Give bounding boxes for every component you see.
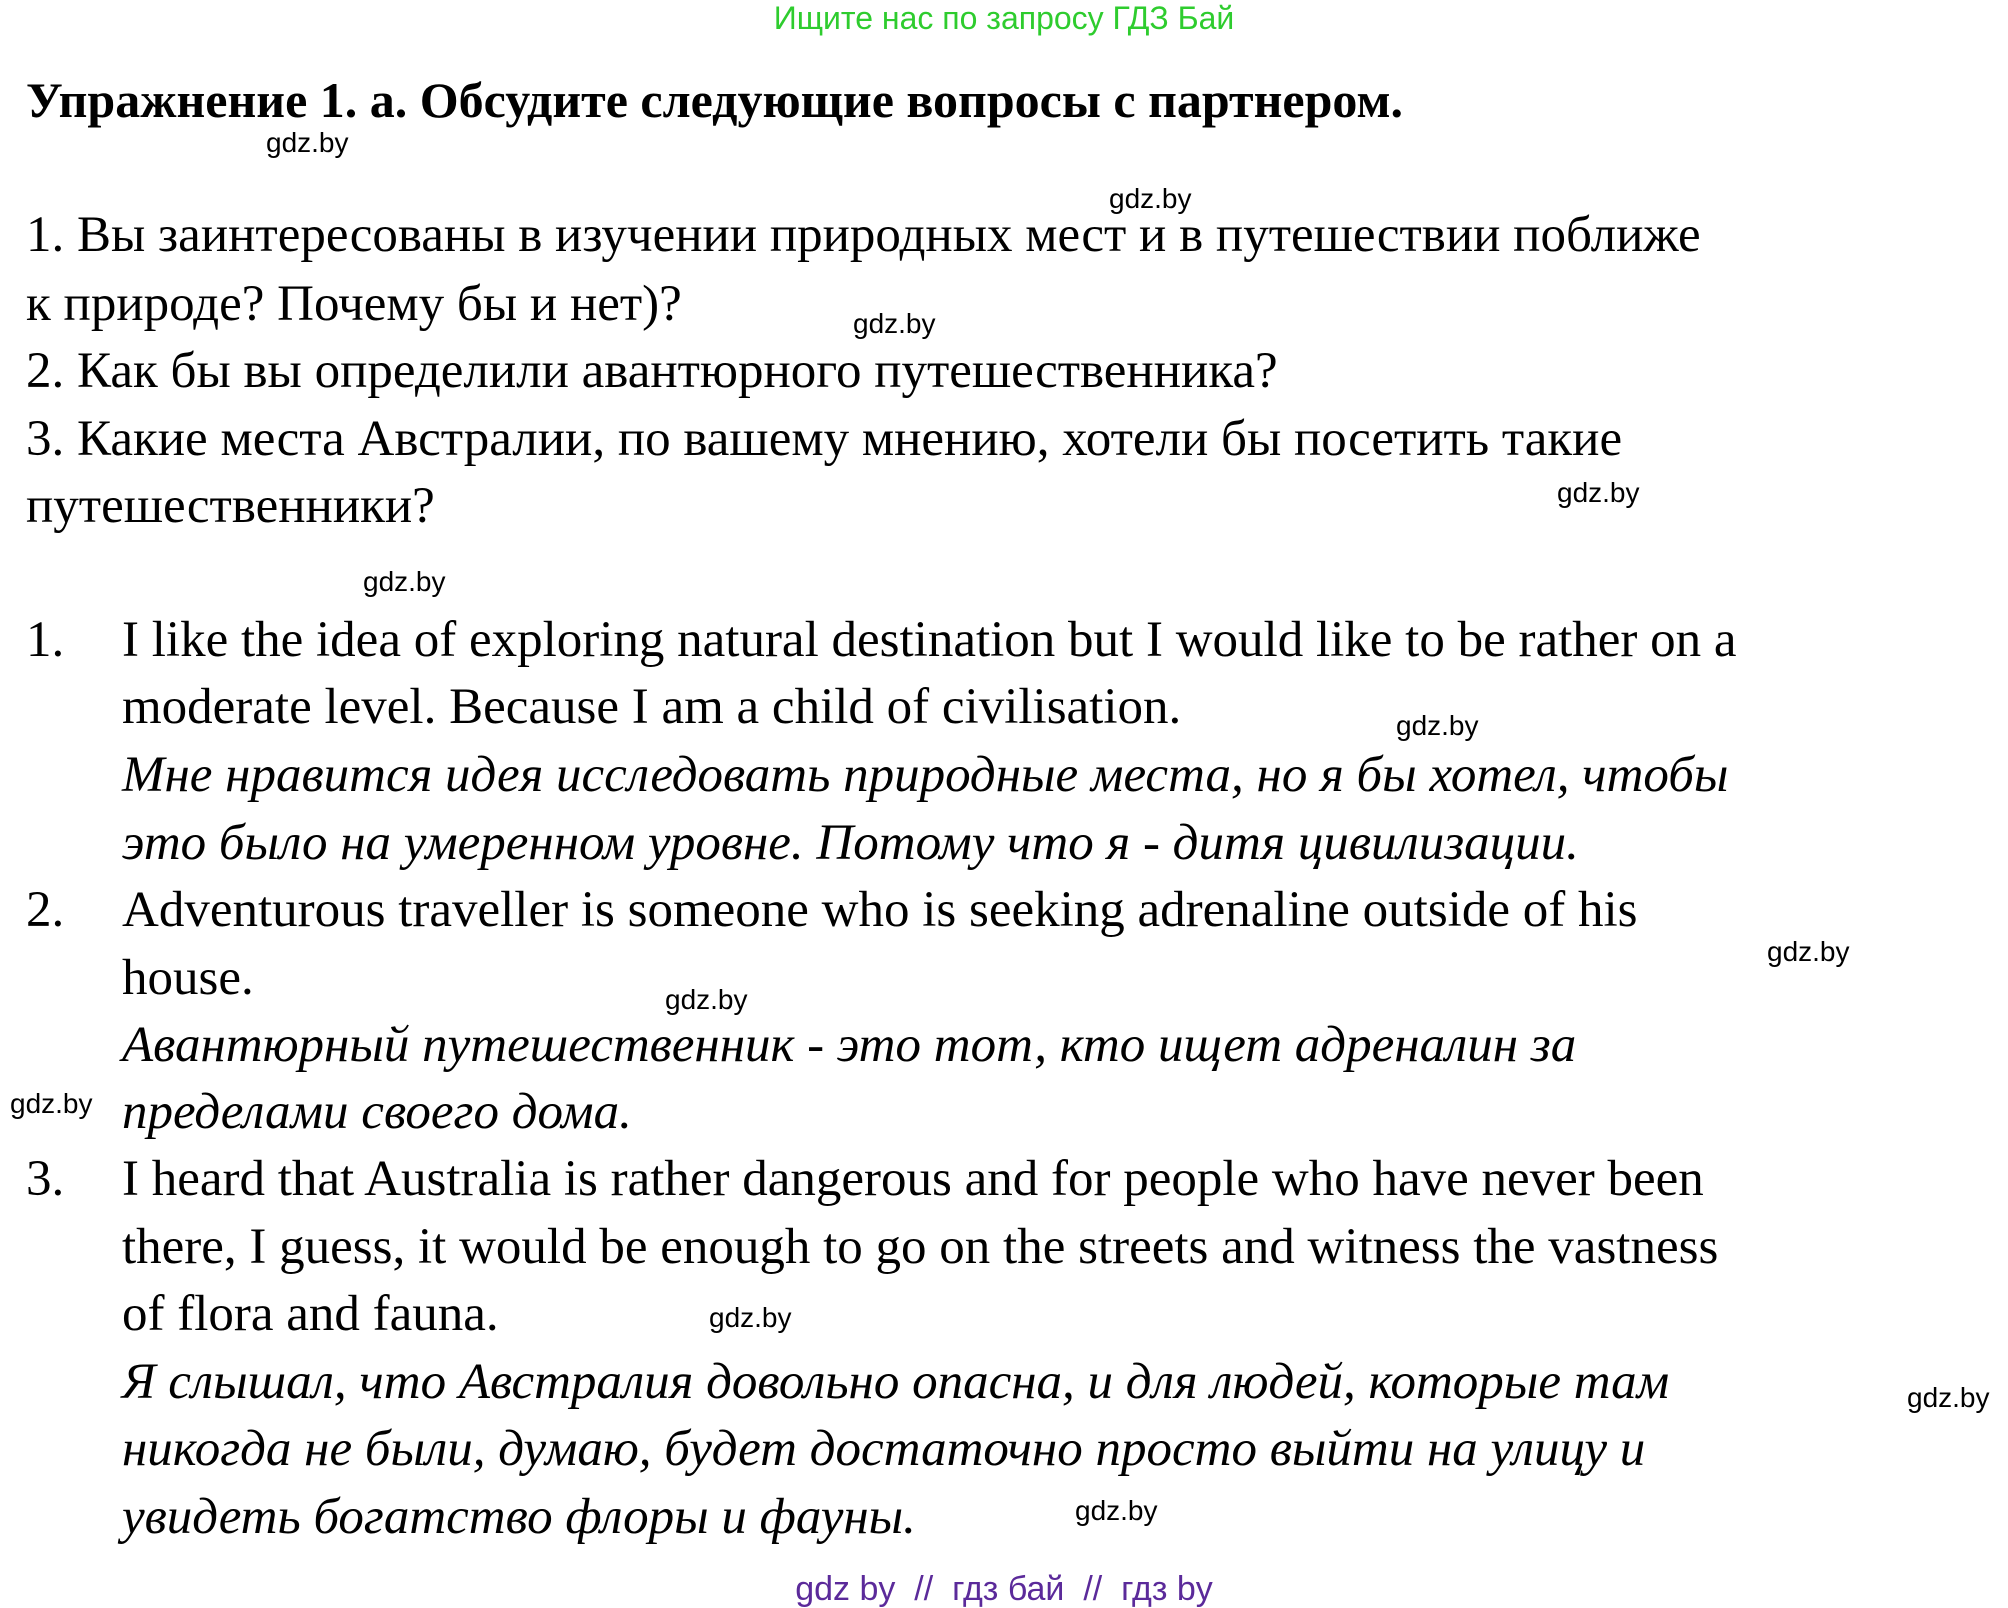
watermark: gdz.by	[1396, 710, 1479, 741]
answer-english-line: Adventurous traveller is someone who is seeking adrenaline outside of his	[122, 882, 1638, 938]
watermark: gdz.by	[1557, 477, 1640, 508]
watermark: gdz.by	[10, 1088, 93, 1119]
watermark: gdz.by	[1109, 183, 1192, 214]
answer-english-line: there, I guess, it would be enough to go on the streets and witness the vastness	[122, 1219, 1719, 1275]
footer-links: gdz by // гдз бай // гдз by	[795, 1570, 1213, 1608]
answer-number: 1.	[26, 612, 65, 668]
watermark: gdz.by	[709, 1302, 792, 1333]
answer-english-line: I heard that Australia is rather dangerous and for people who have never been	[122, 1151, 1704, 1207]
top-banner: Ищите нас по запросу ГДЗ Бай	[773, 0, 1235, 36]
answer-english-line: house.	[122, 950, 254, 1006]
exercise-heading: Упражнение 1. а. Обсудите следующие вопросы с партнером.	[26, 72, 1404, 128]
answer-russian-line: пределами своего дома.	[122, 1084, 632, 1140]
question-line: 3. Какие места Австралии, по вашему мнению, хотели бы посетить такие	[26, 411, 1623, 467]
watermark: gdz.by	[665, 984, 748, 1015]
answer-russian-line: никогда не были, думаю, будет достаточно просто выйти на улицу и	[122, 1421, 1646, 1477]
answer-russian-line: Мне нравится идея исследовать природные места, но я бы хотел, чтобы	[122, 747, 1729, 803]
question-line: путешественники?	[26, 478, 435, 534]
answer-russian-line: Я слышал, что Австралия довольно опасна, и для людей, которые там	[122, 1354, 1670, 1410]
answer-english-line: moderate level. Because I am a child of civilisation.	[122, 679, 1182, 735]
watermark: gdz.by	[266, 127, 349, 158]
watermark: gdz.by	[363, 566, 446, 597]
watermark: gdz.by	[853, 308, 936, 339]
question-line: 1. Вы заинтересованы в изучении природных мест и в путешествии поближе	[26, 207, 1701, 263]
answer-russian-line: это было на умеренном уровне. Потому что я - дитя цивилизации.	[122, 815, 1579, 871]
watermark: gdz.by	[1767, 936, 1850, 967]
answer-number: 2.	[26, 882, 65, 938]
question-line: 2. Как бы вы определили авантюрного путешественника?	[26, 343, 1278, 399]
answer-english-line: I like the idea of exploring natural destination but I would like to be rather on a	[122, 612, 1737, 668]
answer-english-line: of flora and fauna.	[122, 1286, 499, 1342]
answer-russian-line: Авантюрный путешественник - это тот, кто ищет адреналин за	[122, 1017, 1577, 1073]
watermark: gdz.by	[1907, 1382, 1990, 1413]
answer-russian-line: увидеть богатство флоры и фауны.	[122, 1489, 916, 1545]
watermark: gdz.by	[1075, 1495, 1158, 1526]
answer-number: 3.	[26, 1151, 65, 1207]
question-line: к природе? Почему бы и нет)?	[26, 276, 682, 332]
